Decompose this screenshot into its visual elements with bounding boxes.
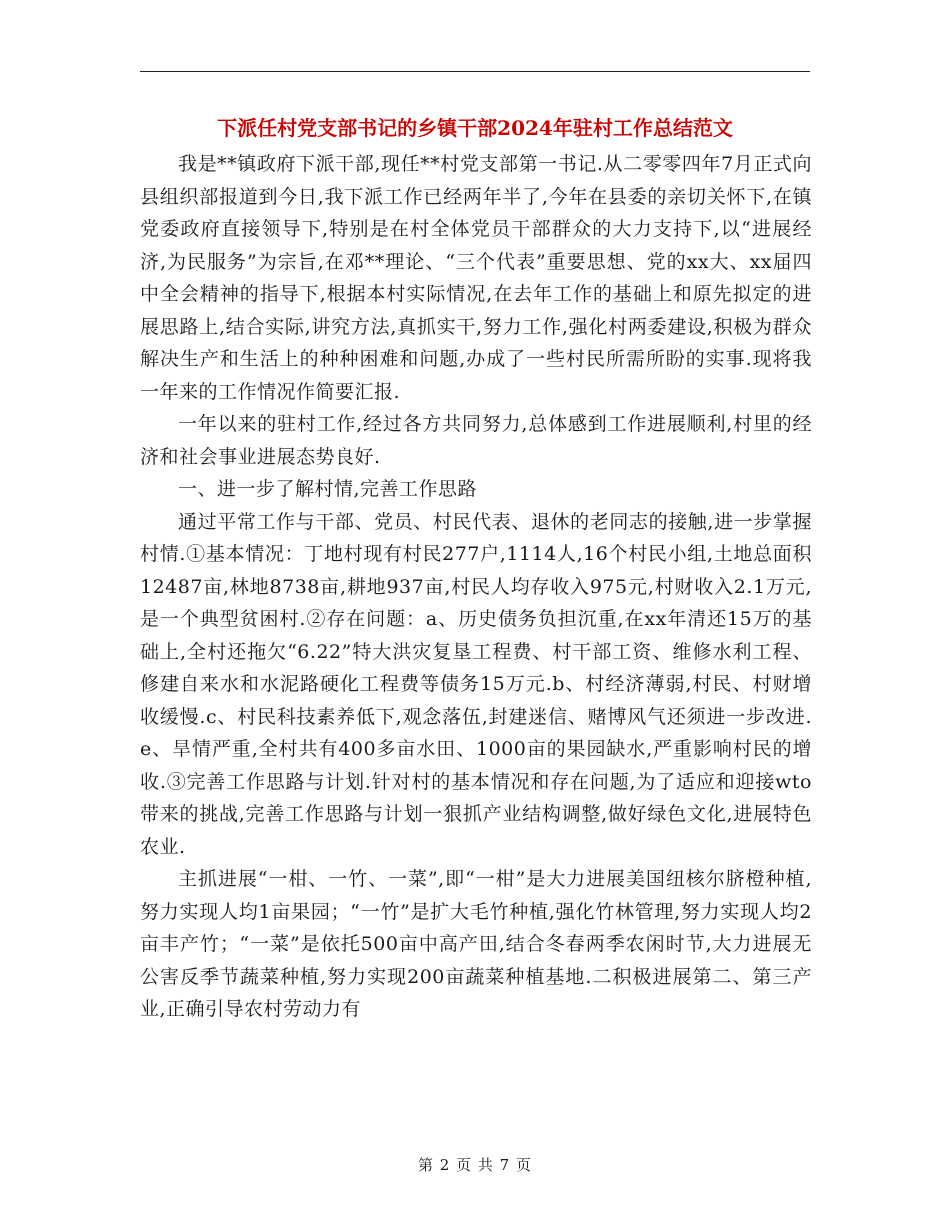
section-heading-1: 一、进一步了解村情,完善工作思路 (178, 478, 478, 500)
body-paragraph-intro: 我是**镇政府下派干部,现任**村党支部第一书记.从二零零四年7月正式向县组织部报道到今日,我下派工作已经两年半了,今年在县委的亲切关怀下,在镇党委政府直接领导下,特别是在村全体党员干部群众的大力支持下,以“进展经济,为民服务”为宗旨,在邓**理论、“三个代表”重要思想、党的xx大、xx届四中全会精神的指导下,根据本村实际情况,在去年工作的基础上和原先拟定的进展思路上,结合实际,讲究方法,真抓实干,努力工作,强化村两委建设,积极为群众解决生产和生活上的种种困难和问题,办成了一些村民所需所盼的实事.现将我一年来的工作情况作简要汇报. (140, 153, 812, 403)
body-paragraph-summary: 一年以来的驻村工作,经过各方共同努力,总体感到工作进展顺利,村里的经济和社会事业进展态势良好. (140, 413, 812, 468)
document-title: 下派任村党支部书记的乡镇干部2024年驻村工作总结范文 (217, 116, 733, 140)
page-number: 第 2 页 共 7 页 (418, 1156, 532, 1174)
header-rule (140, 71, 810, 72)
body-paragraph-village-info: 通过平常工作与干部、党员、村民代表、退休的老同志的接触,进一步掌握村情.①基本情况：丁地村现有村民277户,1114人,16个村民小组,土地总面积12487亩,林地8738亩,耕地937亩,村民人均存收入975元,村财收入2.1万元,是一个典型贫困村.②存在问题：a、历史债务负担沉重,在xx年清还15万的基础上,全村还拖欠“6.22”特大洪灾复垦工程费、村干部工资、维修水利工程、修建自来水和水泥路硬化工程费等债务15万元.b、村经济薄弱,村民、村财增收缓慢.c、村民科技素养低下,观念落伍,封建迷信、赌博风气还须进一步改进.e、旱情严重,全村共有400多亩水田、1000亩的果园缺水,严重影响村民的增收.③完善工作思路与计划.针对村的基本情况和存在问题,为了适应和迎接wto带来的挑战,完善工作思路与计划一狠抓产业结构调整,做好绿色文化,进展特色农业. (140, 510, 812, 858)
document-body (140, 148, 812, 1026)
body-paragraph-focus: 主抓进展“一柑、一竹、一菜”,即“一柑”是大力进展美国纽核尔脐橙种植,努力实现人均1亩果园；“一竹”是扩大毛竹种植,强化竹林管理,努力实现人均2亩丰产竹；“一菜”是依托500亩中高产田,结合冬春两季农闲时节,大力进展无公害反季节蔬菜种植,努力实现200亩蔬菜种植基地.二积极进展第二、第三产业,正确引导农村劳动力有 (140, 868, 812, 1020)
